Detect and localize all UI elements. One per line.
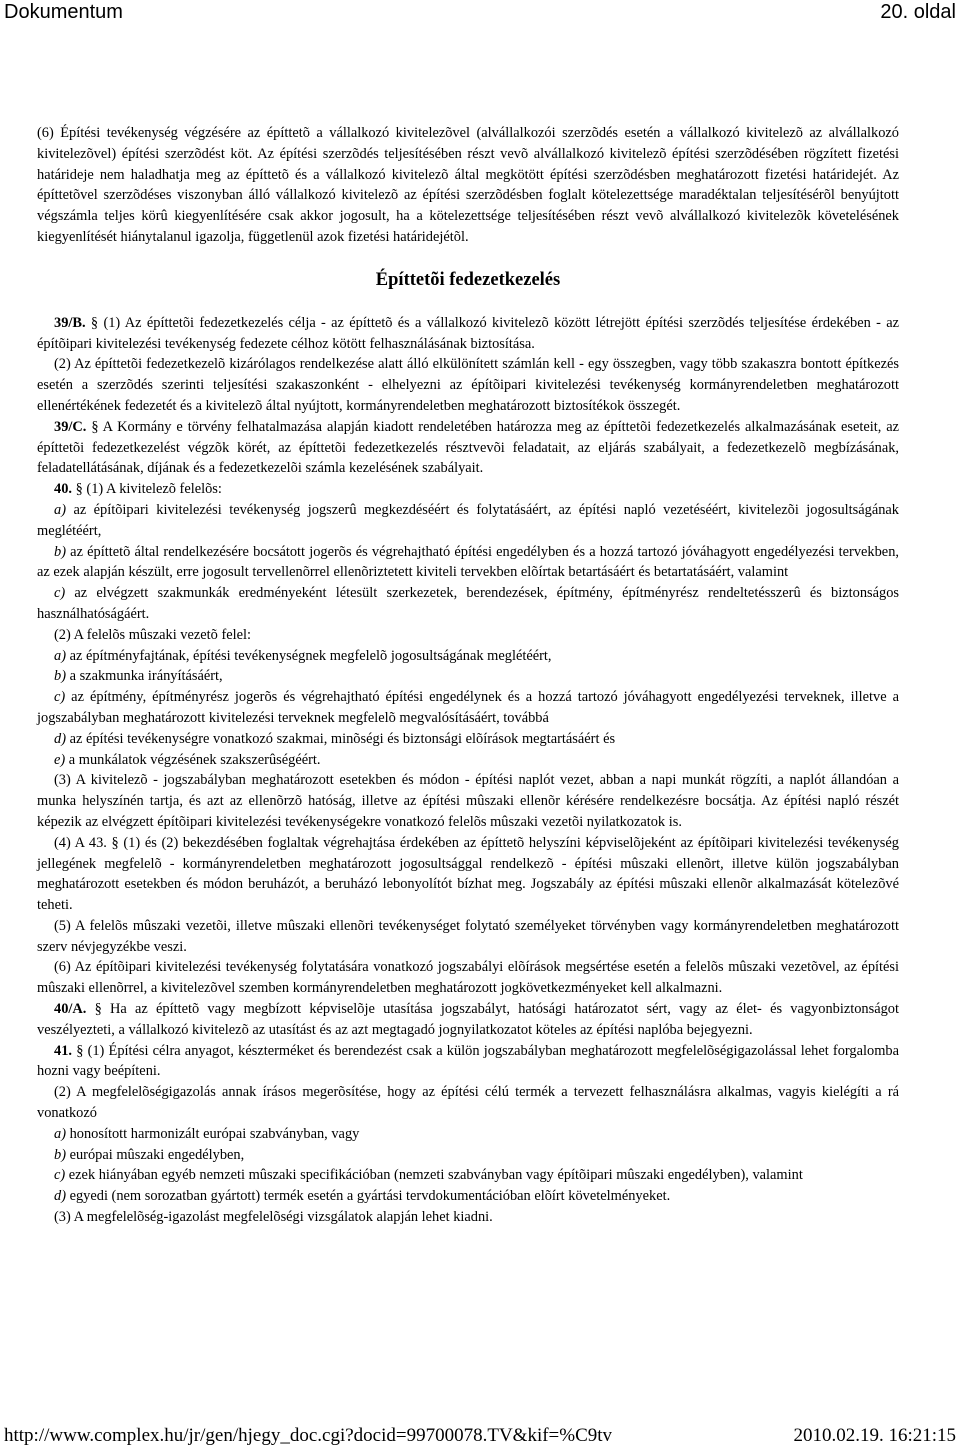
- document-url: http://www.complex.hu/jr/gen/hjegy_doc.cgi?docid=99700078.TV&kif=%C9tv: [4, 1425, 613, 1446]
- item-text: az építményfajtának, építési tevékenységnek megfelelõ jogosultságának meglétéért,: [66, 647, 552, 664]
- item-letter: d): [54, 1188, 66, 1205]
- paragraph: (4) A 43. § (1) és (2) bekezdésében foglaltak végrehajtása érdekében az építtetõ helyszíni képviselõjeként az építõipari kivitelezési tevékenység jellegének megfelelõ - kormányrendeletben meghatározott jogosultsággal rendelkezõ - építési mûszaki ellenõrt, illetve külön jogszabályban meghatározott esetekben és módon beruházót, a beruházó lebonyolítót bízhat meg. Jogszabály az építési mûszaki ellenõr alkalmazását kötelezõvé teheti.: [37, 834, 899, 914]
- item-text: európai mûszaki engedélyben,: [66, 1146, 245, 1163]
- item-letter: a): [54, 1125, 66, 1142]
- item-letter: b): [54, 543, 66, 560]
- section-number: 40.: [54, 481, 72, 498]
- list-item: [37, 500, 899, 542]
- item-letter: e): [54, 751, 66, 768]
- section-number: 39/C.: [54, 418, 87, 435]
- page-number: 20. oldal: [880, 1, 956, 23]
- item-letter: b): [54, 1146, 66, 1163]
- section-text: (1) Az építtetõi fedezetkezelés célja - az építtetõ és a vállalkozó kivitelezõ között létrejött építési szerzõdés teljesítése érdekében - az építõipari kivitelezési tevékenység fedezete célhoz kötött felhasználásának biztosítása.: [37, 314, 899, 352]
- section-sign: §: [91, 418, 99, 435]
- item-letter: b): [54, 668, 66, 685]
- list-item: [37, 729, 899, 750]
- page-header: [0, 0, 960, 26]
- paragraph: (3) A megfelelõség-igazolást megfelelõségi vizsgálatok alapján lehet kiadni.: [54, 1209, 493, 1226]
- list-item: [37, 687, 899, 729]
- item-text: az építõipari kivitelezési tevékenység jogszerû megkezdéséért és folytatásáért, az építési napló vezetéséért, kivitelezõi jogosultságának meglétéért,: [37, 501, 899, 539]
- paragraph: (3) A kivitelezõ - jogszabályban meghatározott esetekben és módon - építési naplót vezet, abban a napi munkát rögzíti, a naplót állandóan a munka helyszínén tartja, és azt az ellenõrzõ hatóság, illetve az építési mûszaki ellenõr kérésére rendelkezésre bocsátja. Az építési napló részét képezik az elvégzett építõipari kivitelezési tevékenységekre vonatkozó felelõs mûszaki vezetõi nyilatkozatok is.: [37, 772, 899, 830]
- item-text: a munkálatok végzésének szakszerûségéért.: [65, 751, 321, 768]
- paragraph-6: (6) Építési tevékenység végzésére az építtetõ a vállalkozó kivitelezõvel (alvállalkozói szerzõdés esetén a vállalkozó kivitelezõ az alvállalkozó kivitelezõvel) építési szerzõdést köt. Az építési szerzõdés teljesítésében részt vevõ alvállalkozó kivitelezõ építési szerzõdésében rögzített fizetési határideje nem haladhatja meg az építtetõ és a vállalkozó kivitelezõ által megkötött építési szerzõdésben meghatározott fizetési határidejét. Az építtetõvel szerzõdéses viszonyban álló vállalkozó kivitelezõ az építési szerzõdésben foglalt kötelezettsége maradéktalan teljesítésérõl benyújtott végszámla teljes körû kiegyenlítésére csak akkor jogosult, ha a kötelezettsége teljesítésében részt vevõ alvállalkozó kivitelezõk követelésének kiegyenlítését hiánytalanul igazolja, függetlenül azok fizetési határidejétõl.: [37, 125, 899, 245]
- item-text: ezek hiányában egyéb nemzeti mûszaki specifikációban (nemzeti szabványban vagy építõipari mûszaki engedélyben), valamint: [65, 1167, 803, 1184]
- section-39b: [37, 313, 899, 355]
- item-text: a szakmunka irányításáért,: [66, 668, 223, 685]
- list-item: [37, 1186, 899, 1207]
- list-item: [37, 646, 899, 667]
- list-item: [37, 1145, 899, 1166]
- section-text: Ha az építtetõ vagy megbízott képviselõje utasítása jogszabályt, hatósági határozatot sért, vagy az élet- és vagyonbiztonságot veszélyezteti, a vállalkozó kivitelezõ az utasítást és az azt megtagadó jognyilatkozatot köteles az építési naplóba bejegyezni.: [37, 1001, 899, 1038]
- section-39c: [37, 417, 899, 479]
- item-letter: c): [54, 585, 66, 602]
- section-40a: [37, 999, 899, 1041]
- item-text: az építtetõ által rendelkezésére bocsátott jogerõs és végrehajtható építési engedélyben és a hozzá tartozó jóváhagyott engedélyezési tervekben, az ezek alapján készült, erre jogosult tervellenõrrel ellenõriztetett kiviteli tervekben elõírtak betartásáért és betartatásáért, valamint: [37, 543, 899, 581]
- item-text: az elvégzett szakmunkák eredményeként létesült szerkezetek, berendezések, építmény, építményrész rendeltetésszerû és biztonságos használhatóságáért.: [37, 585, 899, 622]
- print-timestamp: 2010.02.19. 16:21:15: [793, 1425, 956, 1446]
- paragraph: (2) Az építtetõi fedezetkezelõ kizárólagos rendelkezése alatt álló elkülönített számlán kell - egy összegben, vagy több szakaszra bontott építkezés esetén a szerzõdés szerinti teljesítési szakaszonként - elhelyezni az építõipari kivitelezési tevékenység kormányrendeletben meghatározott ellenértékének fedezetét és a kivitelezõ által nyújtott, kormányrendeletben meghatározott biztosítékok összegét.: [37, 356, 899, 414]
- section-text: (1) Építési célra anyagot, készterméket és berendezést csak a külön jogszabályban meghatározott megfelelõségigazolással lehet forgalomba hozni vagy beépíteni.: [37, 1042, 899, 1080]
- section-heading: Építtetõi fedezetkezelés: [375, 269, 561, 290]
- item-letter: c): [54, 1167, 66, 1184]
- list-item: [37, 750, 899, 771]
- item-text: az építési tevékenységre vonatkozó szakmai, minõségi és biztonsági elõírások megtartásáért és: [66, 730, 616, 747]
- paragraph: (6) Az építõipari kivitelezési tevékenység folytatására vonatkozó jogszabályi elõírások megsértése esetén a felelõs mûszaki vezetõvel, az építési mûszaki ellenõrrel, a kivitelezõvel szemben kormányrendeletben meghatározott jogkövetkezményeket kell alkalmazni.: [37, 959, 899, 997]
- section-number: 39/B.: [54, 314, 86, 331]
- section-text: A Kormány e törvény felhatalmazása alapján kiadott rendeletében határozza meg az építtetõi fedezetkezelés alkalmazásának eseteit, az építtetõi fedezetkezelést végzõk körét, az építtetõi fedezetkezelés résztvevõi feladatait, az eljárás szabályait, a fedezetkezelõ megbízásának, feladatellátásának, díjának és a fedezetkezelõi számla kezelésének szabályait.: [37, 418, 899, 477]
- section-sign: §: [94, 1001, 102, 1018]
- section-number: 40/A.: [54, 1001, 87, 1018]
- list-item: [37, 666, 899, 687]
- document-body: [37, 123, 899, 1228]
- item-letter: a): [54, 647, 66, 664]
- section-sign: §: [90, 314, 99, 331]
- item-text: az építmény, építményrész jogerõs és végrehajtható építési engedélynek és a hozzá tartozó jóváhagyott engedélyezési terveknek, illetve a jogszabályban meghatározott kivitelezési terveknek megfelelõ megvalósításáért, továbbá: [37, 689, 899, 726]
- list-item: [37, 1124, 899, 1145]
- section-41: [37, 1041, 899, 1083]
- list-item: [37, 583, 899, 625]
- item-text: honosított harmonizált európai szabványban, vagy: [66, 1125, 360, 1142]
- document-title: Dokumentum: [4, 1, 123, 23]
- section-40: [37, 479, 899, 500]
- section-sign: §: [75, 481, 83, 498]
- paragraph: (2) A felelõs mûszaki vezetõ felel:: [54, 626, 251, 643]
- section-text: (1) A kivitelezõ felelõs:: [82, 481, 222, 498]
- section-number: 41.: [54, 1042, 72, 1059]
- paragraph: (5) A felelõs mûszaki vezetõi, illetve mûszaki ellenõri tevékenységet folytató személyeket törvényben vagy kormányrendeletben meghatározott szerv névjegyzékbe veszi.: [37, 917, 899, 955]
- list-item: [37, 1165, 899, 1186]
- paragraph: (2) A megfelelõségigazolás annak írásos megerõsítése, hogy az építési célú termék a tervezett felhasználásra alkalmas, vagyis kielégíti a rá vonatkozó: [37, 1084, 899, 1122]
- list-item: [37, 542, 899, 584]
- item-letter: d): [54, 730, 66, 747]
- item-letter: c): [54, 689, 66, 706]
- section-sign: §: [76, 1042, 84, 1059]
- page-footer: [0, 1424, 960, 1450]
- item-text: egyedi (nem sorozatban gyártott) termék esetén a gyártási tervdokumentációban elõírt követelményeket.: [66, 1188, 671, 1205]
- item-letter: a): [54, 501, 66, 518]
